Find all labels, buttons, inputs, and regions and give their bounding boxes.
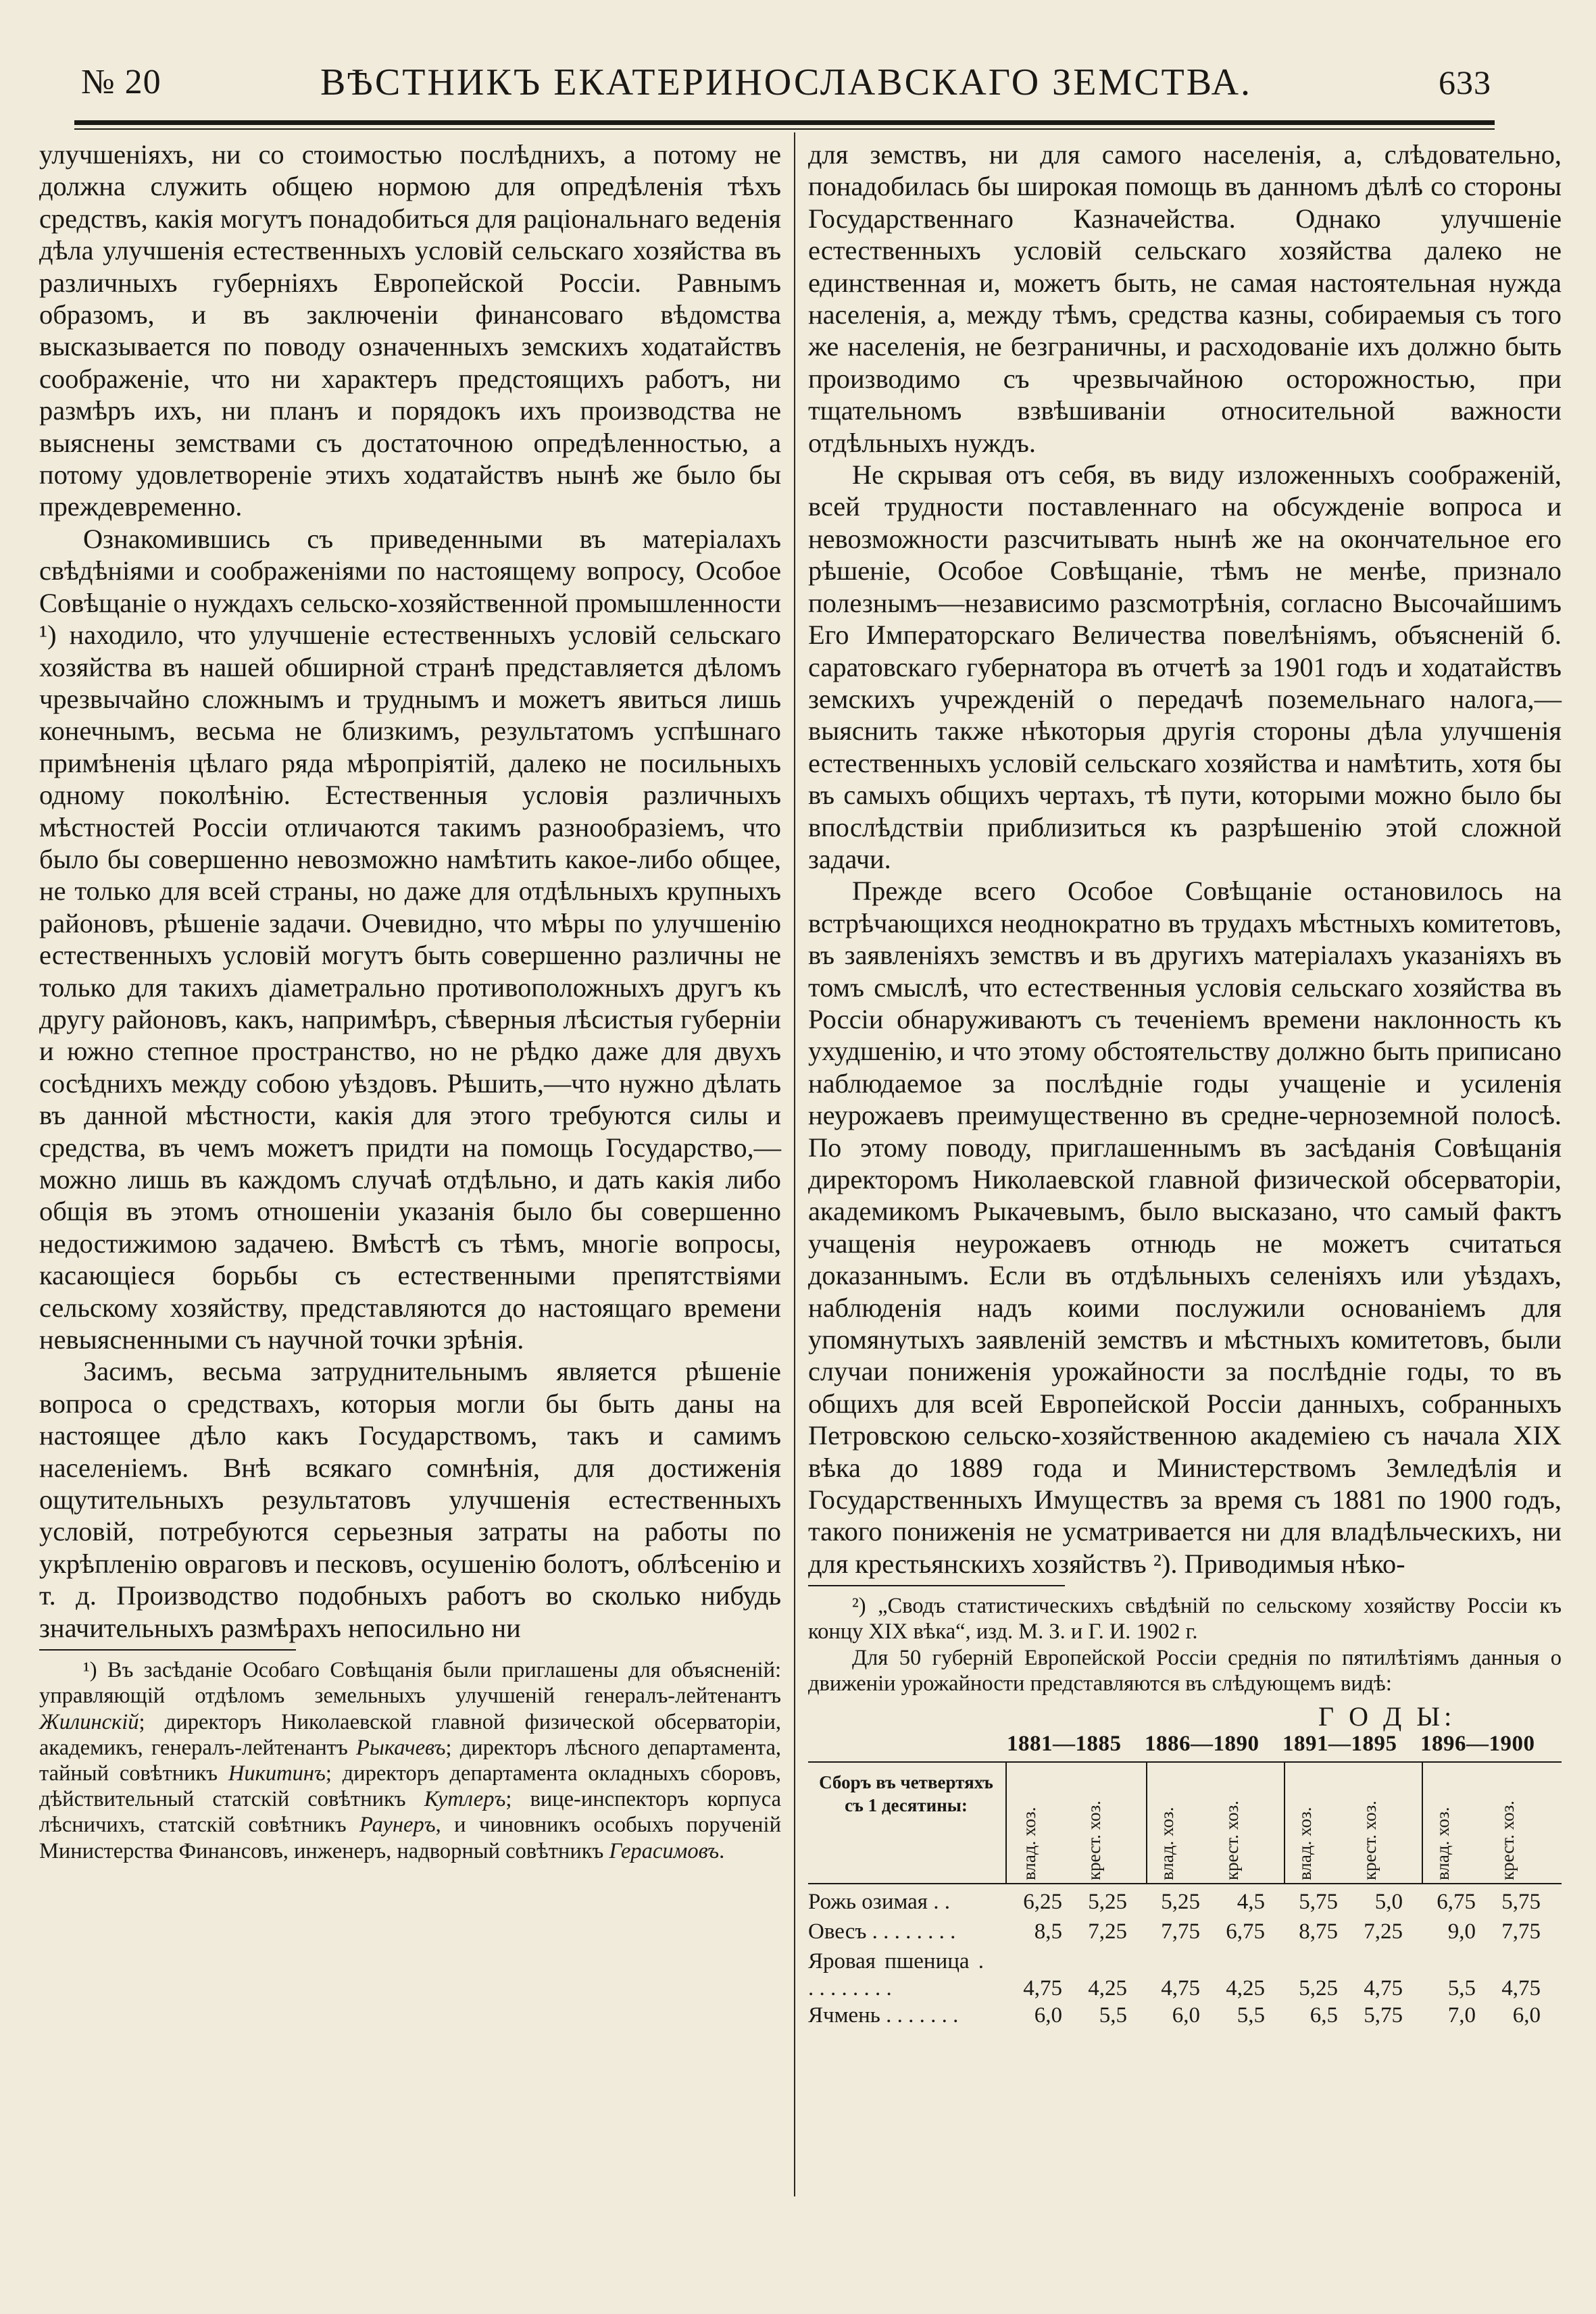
paragraph: Не скрывая отъ себя, въ виду изложенныхъ соображеній, всей трудности поставленнаго на обсужденіе вопроса и невозможности разсчитывать нынѣ же на окончательное его рѣшеніе, Особое Совѣщаніе, тѣмъ не менѣе, признало полезнымъ—независимо разсмотрѣнія, согласно Высочайшимъ Его Императорскаго Величества повелѣніямъ, объясненій б. саратовскаго губернатора въ отчетѣ за 1901 годъ и ходатайствъ земскихъ учрежденій о передачѣ поземельнаго налога,—выяснить также нѣкоторыя другія стороны дѣла улучшенія естественныхъ условій сельскаго хозяйства и намѣтить, хотя бы въ самыхъ общихъ чертахъ, тѣ пути, которыми можно было бы впослѣдствіи приблизиться къ разрѣшенію этой сложной задачи. [808, 459, 1562, 874]
left-body [39, 139, 781, 1644]
footnote-segment: . [719, 1838, 725, 1863]
table-cell: 5,75 [1364, 2003, 1403, 2028]
subheader-krest: крест. хоз. [1497, 1801, 1518, 1881]
footnote-text [39, 1657, 781, 1864]
table-cell: 6,0 [1034, 2003, 1062, 2028]
table-cell: 5,25 [1299, 1976, 1338, 2001]
years-label: Г О Д Ы: [1318, 1701, 1456, 1732]
table-row-label: Ячмень . . . . . . . [808, 2003, 959, 2028]
footnote-name: Никитинъ [228, 1761, 326, 1786]
footnote-name: Раунеръ [359, 1813, 436, 1838]
right-column [808, 139, 1562, 2028]
table-cell: 6,75 [1226, 1919, 1265, 1944]
subheader-vlad: влад. хоз. [1019, 1807, 1039, 1881]
paragraph: Прежде всего Особое Совѣщаніе остановилось на встрѣчающихся неоднократно въ трудахъ мѣстныхъ комитетовъ, въ заявленіяхъ земствъ и въ другихъ матеріалахъ указаніяхъ въ томъ смыслѣ, что естественныя условія сельскаго хозяйства въ Россіи обнаруживаютъ съ теченіемъ времени наклонность къ ухудшенію, и что этому обстоятельству должно быть приписано наблюдаемое за послѣдніе годы учащеніе и усиленія неурожаевъ преимущественно въ средне-черноземной полосѣ. По этому поводу, приглашеннымъ въ засѣданія Совѣщанія директоромъ Николаевской главной физической обсерваторіи, академикомъ Рыкачевымъ, было высказано, что самый фактъ учащенія неурожаевъ отнюдь не можетъ считаться доказаннымъ. Если въ отдѣльныхъ селеніяхъ или уѣздахъ, наблюденія надъ коими послужили основаніемъ для упомянутыхъ заявленій земствъ и мѣстныхъ комитетовъ, были случаи пониженія урожайности за послѣдніе годы, то въ общихъ для всей Европейской Россіи данныхъ, собранныхъ Петровскою сельско-хозяйственною академіею съ начала XIX вѣка до 1889 года и Министерствомъ Земледѣлія и Государственныхъ Имуществъ за время съ 1881 по 1900 годъ, такого пониженія не усматривается ни для владѣльческихъ, ни для крестьянскихъ хозяйствъ ²). Приводимыя нѣко- [808, 876, 1562, 1579]
row-header: Сборъ въ четвертяхъ съ 1 десятины: [819, 1772, 993, 1816]
table-col-rule [1005, 1761, 1007, 1883]
table-cell: 6,0 [1172, 2003, 1200, 2028]
footnote-2 [808, 1593, 1562, 1696]
footnote-separator [808, 1585, 1065, 1586]
table-cell: 5,0 [1374, 1890, 1403, 1915]
subheader-krest: крест. хоз. [1084, 1801, 1104, 1881]
table-cell: 5,75 [1501, 1890, 1541, 1915]
left-column [39, 139, 781, 1864]
footnote-segment: ¹) Въ засѣданіе Особаго Совѣщанія были приглашены для объясненій: управляющій отдѣломъ земельныхъ улучшеній генералъ-лейтенантъ [39, 1658, 781, 1709]
table-cell: 7,25 [1364, 1919, 1403, 1944]
header-rule-thin [74, 128, 1495, 130]
issue-number: № 20 [81, 63, 161, 101]
footnote-segment: ; директоръ департамента окладныхъ сборовъ, дѣйствительный статскій совѣтникъ [39, 1761, 781, 1812]
table-cell: 9,0 [1447, 1919, 1476, 1944]
table-row-label: Овесъ . . . . . . . . [808, 1919, 956, 1944]
table-col-rule [1422, 1761, 1423, 1883]
footnote-source: ²) „Сводъ статистическихъ свѣдѣній по сельскому хозяйству Россіи къ концу XIX вѣка“, изд. М. З. и Г. И. 1902 г. [808, 1594, 1562, 1644]
table-col-rule [1284, 1761, 1285, 1883]
table-cell: 5,25 [1088, 1890, 1127, 1915]
table-cell: 5,5 [1447, 1976, 1476, 2001]
table-cell: 4,75 [1023, 1976, 1062, 2001]
table-cell: 4,75 [1161, 1976, 1200, 2001]
footnote-separator [39, 1649, 296, 1651]
footnote-segment: ; директоръ лѣсного департамента, тайный совѣтникъ [39, 1735, 782, 1786]
paragraph: Ознакомившись съ приведенными въ матеріалахъ свѣдѣніями и соображеніями по настоящему вопросу, Особое Совѣщаніе о нуждахъ сельско-хозяйственной промышленности ¹) находило, что улучшеніе естественныхъ условій сельскаго хозяйства въ нашей обширной странѣ представляется дѣломъ чрезвычайно сложнымъ и труднымъ и можетъ явиться лишь конечнымъ, весьма не близкимъ, результатомъ успѣшнаго примѣненія цѣлаго ряда мѣропріятій, далеко не посильныхъ одному поколѣнію. Естественныя условія различныхъ мѣстностей Россіи отличаются такимъ разнообразіемъ, что было бы совершенно невозможно намѣтить какое-либо общее, не только для всей страны, но даже для отдѣльныхъ крупныхъ районовъ, рѣшеніе задачи. Очевидно, что мѣры по улучшенію естественныхъ условій могутъ быть совершенно различны не только для такихъ діаметрально противоположныхъ другъ къ другу районовъ, какъ, напримѣръ, сѣверныя лѣсистыя губерніи и южно степное пространство, но не рѣдко даже для двухъ сосѣднихъ между собою уѣздовъ. Рѣшить,—что нужно дѣлать въ данной мѣстности, какія для этого требуются силы и средства, въ чемъ можетъ придти на помощь Государство,—можно лишь въ каждомъ случаѣ отдѣльно, и дать какія либо общія въ этомъ отношеніи указанія было бы совершенно недостижимою задачею. Вмѣстѣ съ тѣмъ, многіе вопросы, касающіеся борьбы съ естественными препятствіями сельскому хозяйству, представляются до настоящаго времени невыясненными съ научной точки зрѣнія. [39, 523, 781, 1355]
table-cell: 8,5 [1034, 1919, 1062, 1944]
table-cell: 5,5 [1099, 2003, 1127, 2028]
table-col-rule [1146, 1761, 1147, 1883]
footnote-name: Рыкачевъ [355, 1735, 446, 1760]
subheader-vlad: влад. хоз. [1432, 1807, 1453, 1881]
table-cell: 6,75 [1437, 1890, 1476, 1915]
table-cell: 4,75 [1501, 1976, 1541, 2001]
table-cell: 5,25 [1161, 1890, 1200, 1915]
period-header: 1896—1900 [1420, 1732, 1535, 1757]
table-cell: 7,25 [1088, 1919, 1127, 1944]
subheader-krest: крест. хоз. [1222, 1801, 1242, 1881]
footnote-name: Кутлеръ [424, 1787, 506, 1812]
header-rule-thick [74, 120, 1495, 125]
paragraph: улучшеніяхъ, ни со стоимостью послѣднихъ, а потому не должна служить общею нормою для опредѣленія тѣхъ средствъ, какія могутъ понадобиться для раціональнаго веденія дѣла улучшенія естественныхъ условій сельскаго хозяйства въ различныхъ губерніяхъ Европейской Россіи. Равнымъ образомъ, и въ заключеніи финансоваго вѣдомства высказывается по поводу означенныхъ земскихъ ходатайствъ соображеніе, что ни характеръ предстоящихъ работъ, ни размѣръ ихъ, ни планъ и порядокъ ихъ производства не выяснены земствами съ достаточною опредѣленностью, а потому удовлетвореніе этихъ ходатайствъ нынѣ же было бы преждевременно. [39, 139, 781, 522]
period-header: 1886—1890 [1145, 1732, 1260, 1757]
footnote-segment: ; директоръ Николаевской главной физической обсерваторіи, академикъ, генералъ-лейтенантъ [39, 1709, 781, 1760]
footnote-segment: , и чиновникъ особыхъ порученій Министерства Финансовъ, инженеръ, надворный совѣтникъ [39, 1813, 781, 1863]
footnote-intro: Для 50 губерній Европейской Россіи среднія по пятилѣтіямъ данныя о движеніи урожайности представляются въ слѣдующемъ видѣ: [808, 1645, 1562, 1696]
table-cell: 4,75 [1364, 1976, 1403, 2001]
table-cell: 4,25 [1226, 1976, 1265, 2001]
period-header: 1891—1895 [1282, 1732, 1397, 1757]
table-cell: 5,5 [1237, 2003, 1265, 2028]
table-cell: 7,75 [1161, 1919, 1200, 1944]
subheader-vlad: влад. хоз. [1157, 1807, 1177, 1881]
table-cell: 5,75 [1299, 1890, 1338, 1915]
right-body [808, 139, 1562, 1580]
yield-table [808, 1701, 1562, 2028]
page-number: 633 [1439, 64, 1491, 101]
footnote-1 [39, 1657, 781, 1864]
period-header: 1881—1885 [1007, 1732, 1122, 1757]
page-header [81, 55, 1491, 109]
table-cell: 6,0 [1512, 2003, 1541, 2028]
paragraph: для земствъ, ни для самого населенія, а, слѣдовательно, понадобилась бы широкая помощь въ данномъ дѣлѣ со стороны Государственнаго Казначейства. Однако улучшеніе естественныхъ условій сельскаго хозяйства далеко не единственная и, можетъ быть, не самая настоятельная нужда населенія, а, между тѣмъ, средства казны, собираемыя съ того же населенія, не безграничны, и расходованіе ихъ должно быть производимо съ чрезвычайною осторожностью, при тщательномъ взвѣшиваніи относительной важности отдѣльныхъ нуждъ. [808, 139, 1562, 458]
table-cell: 6,25 [1023, 1890, 1062, 1915]
table-cell: 7,75 [1501, 1919, 1541, 1944]
table-cell: 4,5 [1237, 1890, 1265, 1915]
subheader-krest: крест. хоз. [1360, 1801, 1380, 1881]
table-row-label: Рожь озимая . . [808, 1890, 950, 1915]
paragraph: Засимъ, весьма затруднительнымъ является рѣшеніе вопроса о средствахъ, которыя могли бы быть даны на настоящее дѣло какъ Государствомъ, такъ и самимъ населеніемъ. Внѣ всякаго сомнѣнія, для достиженія ощутительныхъ результатовъ улучшенія естественныхъ условій, потребуются серьезныя затраты на работы по укрѣпленію овраговъ и песковъ, осушенію болотъ, облѣсенію и т. д. Производство подобныхъ работъ во сколько нибудь значительныхъ размѣрахъ непосильно ни [39, 1356, 781, 1643]
table-rule-top [808, 1761, 1562, 1763]
table-row-label: Яровая пшеница . . . . . . . . . [808, 1949, 984, 2001]
table-cell: 8,75 [1299, 1919, 1338, 1944]
footnote-name: Жилинскій [39, 1709, 139, 1734]
subheader-vlad: влад. хоз. [1295, 1807, 1315, 1881]
table-cell: 4,25 [1088, 1976, 1127, 2001]
table-cell: 7,0 [1447, 2003, 1476, 2028]
footnote-segment: ; вице-инспекторъ корпуса лѣсничихъ, статскій совѣтникъ [39, 1787, 782, 1838]
table-rule-header [808, 1883, 1562, 1884]
table-cell: 6,5 [1310, 2003, 1338, 2028]
column-divider [794, 132, 795, 2196]
journal-title: ВѢСТНИКЪ ЕКАТЕРИНОСЛАВСКАГО ЗЕМСТВА. [320, 61, 1253, 103]
footnote-name: Герасимовъ [609, 1838, 720, 1863]
